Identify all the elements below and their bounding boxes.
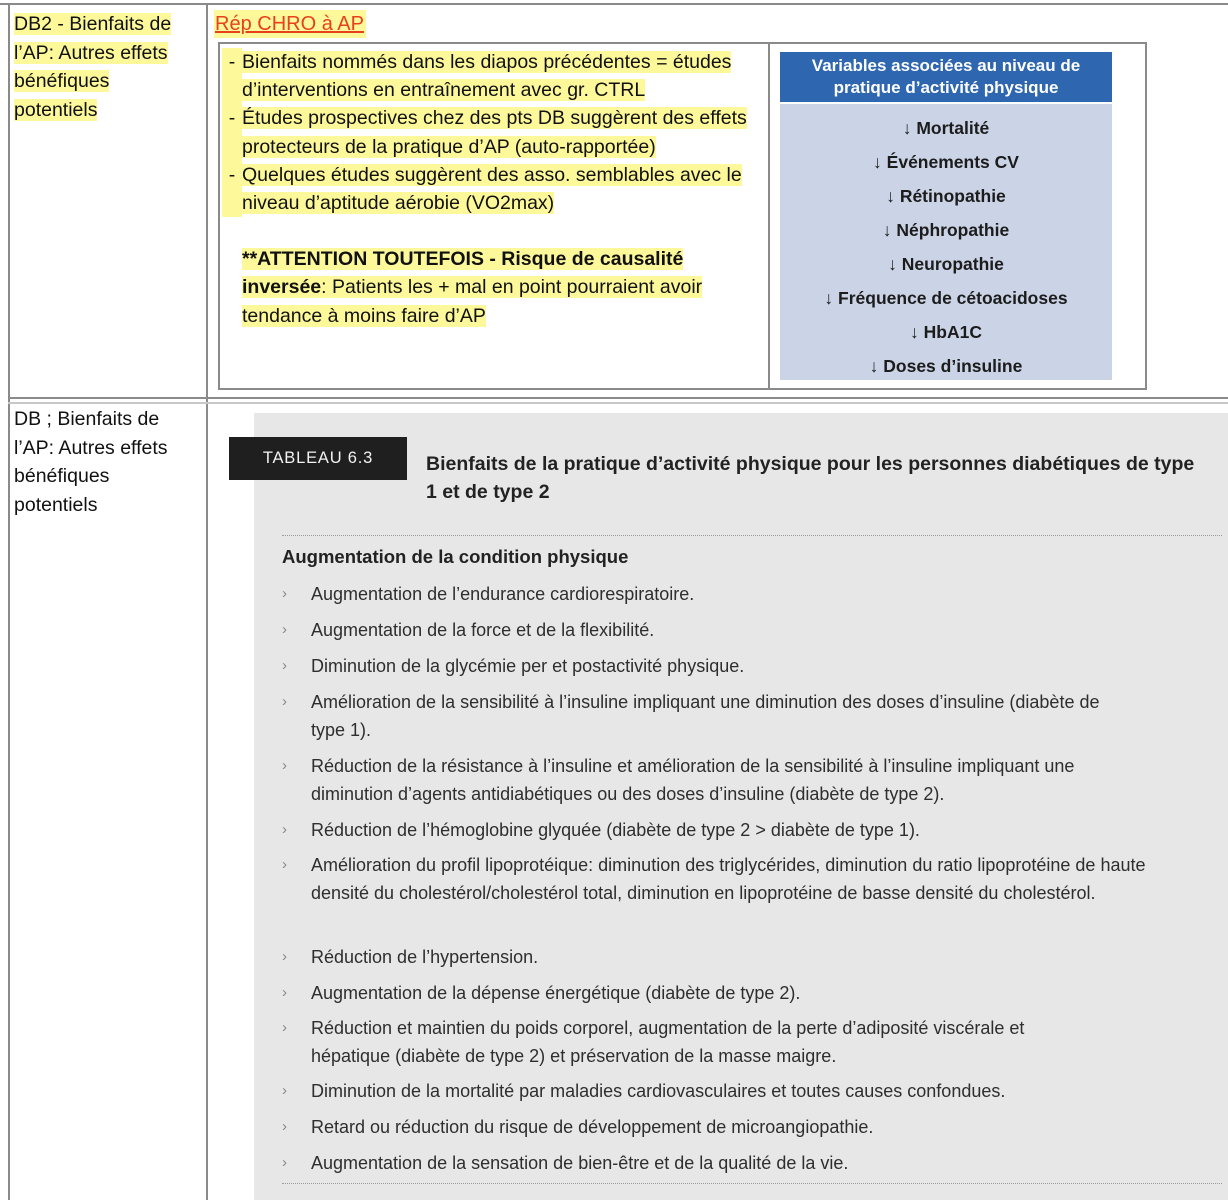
table-list-text: Augmentation de l’endurance cardiorespiratoire. [311,584,695,604]
table-list-text: Réduction de l’hypertension. [311,947,539,967]
table-list-text: Réduction et maintien du poids corporel, augmentation de la perte d’adiposité viscérale et hépatique (diabète de type 2) et préservation de la masse maigre. [311,1018,1025,1066]
chevron-right-icon: › [282,1154,287,1171]
variable-item: ↓ Rétinopathie [886,186,1006,206]
chevron-right-icon: › [282,693,287,710]
table-list-text: Augmentation de la sensation de bien-être et de la qualité de la vie. [311,1153,849,1173]
variable-item: ↓ HbA1C [910,322,982,342]
attention-rest-text: : Patients les + mal en point pourraient avoir tendance à moins faire d’AP [242,276,703,327]
table-list-text: Diminution de la mortalité par maladies cardiovasculaires et toutes causes confondues. [311,1081,1006,1101]
table-list-item [282,1077,1222,1105]
row2-left-label: DB ; Bienfaits de l’AP: Autres effets bénéfiques potentiels [14,408,168,516]
table-list-item [282,652,1222,680]
chevron-right-icon: › [282,856,287,873]
row1-left-label: DB2 - Bienfaits de l’AP: Autres effets bénéfiques potentiels [14,13,172,121]
table-border-top [0,3,1228,5]
variables-header-text: Variables associées au niveau de pratique d’activité physique [811,56,1081,97]
list-item [222,48,767,104]
table-list-item [282,851,1222,907]
list-item [222,104,767,160]
table-list-text: Diminution de la glycémie per et postactivité physique. [311,656,745,676]
tableau-label: TABLEAU 6.3 [229,437,407,480]
table-list-text: Réduction de la résistance à l’insuline et amélioration de la sensibilité à l’insuline impliquant une diminution d’agents antidiabétiques ou des doses d’insuline (diabète de type 2). [311,756,1075,804]
attention-bold-text: **ATTENTION TOUTEFOIS - Risque de causalité inversée [242,248,684,299]
variables-panel-body [780,104,1112,380]
chevron-right-icon: › [282,585,287,602]
row2-left-cell [14,405,194,519]
chevron-right-icon: › [282,621,287,638]
row1-bullet-list [222,48,767,330]
table-list-text: Amélioration de la sensibilité à l’insuline impliquant une diminution des doses d’insuline (diabète de type 1). [311,692,1100,740]
table-row-divider [8,397,1228,399]
list-item [222,161,767,217]
chevron-right-icon: › [282,984,287,1001]
bullet-dash: - [222,48,242,104]
table-list-item [282,1113,1222,1141]
variable-item: ↓ Néphropathie [882,220,1010,240]
dotted-divider-bottom [282,1183,1222,1184]
table-list-text: Amélioration du profil lipoprotéique: diminution des triglycérides, diminution du ratio lipoprotéine de haute densité du cholestérol/cholestérol total, diminution en lipoprotéine de basse densité du cholestérol. [311,855,1146,903]
attention-note [242,245,767,330]
chevron-right-icon: › [282,1118,287,1135]
table-border-left [8,3,10,1200]
chevron-right-icon: › [282,821,287,838]
bullet-dash: - [222,104,242,160]
chevron-right-icon: › [282,1082,287,1099]
dotted-divider [282,535,1222,536]
table-list-text: Augmentation de la force et de la flexibilité. [311,620,655,640]
table-list-item [282,616,1222,644]
table-list-item [282,688,1222,744]
table-list-item [282,943,1222,971]
table-list-text: Retard ou réduction du risque de développement de microangiopathie. [311,1117,874,1137]
variable-item: ↓ Événements CV [873,152,1019,172]
variable-item: ↓ Doses d’insuline [869,356,1023,376]
table-list-item [282,752,1222,808]
variable-item: ↓ Mortalité [902,118,990,138]
table-list-text: Réduction de l’hémoglobine glyquée (diabète de type 2 > diabète de type 1). [311,820,920,840]
table-list-item [282,979,1222,1007]
row1-title-link[interactable]: Rép CHRO à AP [214,10,366,38]
row1-left-cell [14,10,194,124]
variable-item: ↓ Neuropathie [888,254,1004,274]
chevron-right-icon: › [282,657,287,674]
table-list-item [282,580,1222,608]
variables-panel-header [780,52,1112,102]
bullet-text: Études prospectives chez des pts DB suggèrent des effets protecteurs de la pratique d’AP (auto-rapportée) [242,107,747,158]
table-column-divider [206,3,208,1200]
table-list-item [282,1014,1222,1070]
table-list-item [282,816,1222,844]
row1-inner-divider [768,43,770,389]
table-row-divider-2 [8,402,1228,404]
tableau-title: Bienfaits de la pratique d’activité physique pour les personnes diabétiques de type 1 et de type 2 [426,453,1195,503]
bullet-dash: - [222,161,242,217]
bullet-text: Bienfaits nommés dans les diapos précédentes = études d’interventions en entraînement avec gr. CTRL [242,51,732,102]
bullet-text: Quelques études suggèrent des asso. semblables avec le niveau d’aptitude aérobie (VO2max) [242,163,742,215]
table-list-item [282,1149,1222,1177]
section-title: Augmentation de la condition physique [282,546,629,567]
variable-item: ↓ Fréquence de cétoacidoses [824,288,1068,308]
chevron-right-icon: › [282,1019,287,1036]
table-list-text: Augmentation de la dépense énergétique (diabète de type 2). [311,983,801,1003]
chevron-right-icon: › [282,757,287,774]
chevron-right-icon: › [282,948,287,965]
